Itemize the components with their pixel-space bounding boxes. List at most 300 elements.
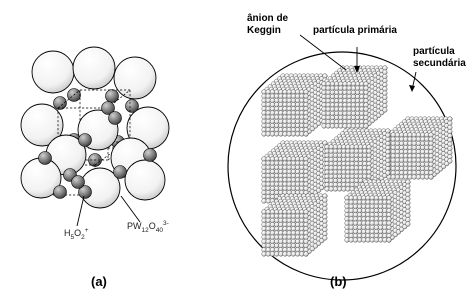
keggin-anion-bead [270, 115, 275, 120]
keggin-anion-bead [337, 187, 342, 192]
keggin-anion-bead [349, 217, 354, 222]
keggin-anion-bead [262, 247, 267, 252]
keggin-anion-bead [429, 145, 434, 150]
keggin-anion-bead [378, 204, 383, 209]
keggin-anion-bead [279, 106, 284, 111]
keggin-anion-bead [304, 178, 309, 183]
keggin-anion-bead [374, 200, 379, 205]
keggin-anion-bead [333, 174, 338, 179]
keggin-anion-bead [262, 210, 267, 215]
keggin-anion-bead [374, 238, 379, 243]
keggin-anion-bead [448, 150, 453, 155]
keggin-anion-bead [322, 115, 327, 120]
keggin-anion-bead [262, 173, 267, 178]
keggin-anion-bead [262, 231, 267, 236]
keggin-anion-bead [334, 111, 339, 116]
keggin-anion-bead [386, 162, 391, 167]
keggin-anion-bead [330, 98, 335, 103]
keggin-anion-bead [354, 174, 359, 179]
keggin-anion-bead [404, 162, 409, 167]
keggin-anion-bead [291, 186, 296, 191]
keggin-anion-bead [343, 103, 348, 108]
keggin-anion-bead [270, 247, 275, 252]
keggin-anion-bead [326, 124, 331, 129]
keggin-anion-bead [416, 137, 421, 142]
keggin-anion-bead [350, 161, 355, 166]
keggin-anion-bead [262, 94, 267, 99]
keggin-anion-bead [322, 103, 327, 108]
keggin-anion-bead [295, 119, 300, 124]
keggin-anion-bead [291, 111, 296, 116]
keggin-anion-bead [295, 165, 300, 170]
keggin-anion-bead [326, 119, 331, 124]
keggin-anion-bead [287, 94, 292, 99]
keggin-anion-bead [374, 233, 379, 238]
keggin-anion-bead [279, 119, 284, 124]
keggin-anion-bead [357, 225, 362, 230]
keggin-anion-bead [339, 103, 344, 108]
keggin-anion-bead [408, 162, 413, 167]
keggin-anion-bead [279, 239, 284, 244]
keggin-anion-bead [351, 107, 356, 112]
keggin-anion-bead [295, 235, 300, 240]
keggin-anion-bead [274, 132, 279, 137]
keggin-anion-bead [408, 175, 413, 180]
keggin-anion-bead [357, 229, 362, 234]
cation-leader-line [77, 196, 84, 226]
keggin-anion-bead [339, 90, 344, 95]
keggin-anion-bead [291, 210, 296, 215]
keggin-anion-bead [270, 98, 275, 103]
keggin-anion-bead [300, 235, 305, 240]
keggin-anion-bead [345, 229, 350, 234]
keggin-anion-bead [287, 119, 292, 124]
keggin-anion-bead [270, 127, 275, 132]
keggin-anion-bead [383, 217, 388, 222]
keggin-anion-bead [322, 90, 327, 95]
keggin-anion-bead [339, 98, 344, 103]
keggin-anion-bead [346, 182, 351, 187]
keggin-anion-sphere [125, 160, 165, 200]
keggin-anion-bead [283, 226, 288, 231]
keggin-anion-bead [300, 173, 305, 178]
keggin-anion-bead [300, 102, 305, 107]
keggin-anion-bead [420, 145, 425, 150]
keggin-anion-bead [274, 123, 279, 128]
keggin-anion-bead [343, 86, 348, 91]
keggin-anion-bead [391, 175, 396, 180]
keggin-anion-bead [333, 187, 338, 192]
keggin-anion-bead [412, 145, 417, 150]
keggin-anion-bead [274, 161, 279, 166]
keggin-anion-bead [370, 233, 375, 238]
keggin-anion-bead [283, 127, 288, 132]
keggin-anion-bead [386, 150, 391, 155]
keggin-anion-bead [383, 204, 388, 209]
keggin-anion-bead [266, 98, 271, 103]
keggin-anion-bead [333, 161, 338, 166]
keggin-anion-bead [408, 141, 413, 146]
keggin-anion-bead [333, 178, 338, 183]
keggin-anion-bead [366, 208, 371, 213]
keggin-anion-bead [274, 243, 279, 248]
keggin-anion-bead [355, 111, 360, 116]
keggin-anion-bead [360, 90, 365, 95]
keggin-anion-bead [274, 178, 279, 183]
primary-particle [322, 66, 388, 129]
keggin-anion-bead [322, 98, 327, 103]
keggin-anion-bead [358, 157, 363, 162]
keggin-anion-bead [274, 165, 279, 170]
keggin-anion-bead [406, 184, 411, 189]
keggin-anion-bead [343, 115, 348, 120]
keggin-anion-bead [266, 231, 271, 236]
keggin-anion-bead [355, 107, 360, 112]
keggin-anion-bead [354, 145, 359, 150]
keggin-anion-bead [283, 210, 288, 215]
keggin-anion-bead [355, 86, 360, 91]
keggin-anion-bead [291, 102, 296, 107]
keggin-anion-bead [270, 161, 275, 166]
keggin-anion-bead [274, 115, 279, 120]
keggin-anion-bead [274, 218, 279, 223]
keggin-anion-bead [383, 87, 388, 92]
cation-sphere [114, 166, 127, 179]
keggin-anion-bead [354, 161, 359, 166]
keggin-anion-bead [408, 149, 413, 154]
keggin-anion-bead [283, 111, 288, 116]
keggin-anion-bead [366, 204, 371, 209]
keggin-anion-bead [378, 225, 383, 230]
keggin-anion-bead [412, 137, 417, 142]
keggin-anion-bead [333, 166, 338, 171]
keggin-anion-bead [266, 190, 271, 195]
keggin-anion-bead [291, 127, 296, 132]
keggin-anion-bead [357, 217, 362, 222]
keggin-anion-bead [326, 86, 331, 91]
keggin-anion-bead [370, 208, 375, 213]
keggin-anion-bead [270, 186, 275, 191]
keggin-anion-bead [420, 170, 425, 175]
keggin-anion-bead [416, 141, 421, 146]
primary-particle [387, 117, 453, 180]
keggin-anion-bead [323, 211, 328, 216]
keggin-anion-bead [270, 190, 275, 195]
keggin-anion-bead [329, 170, 334, 175]
keggin-anion-bead [262, 132, 267, 137]
keggin-anion-bead [283, 239, 288, 244]
keggin-anion-bead [406, 209, 411, 214]
keggin-anion-bead [279, 218, 284, 223]
keggin-anion-bead [270, 102, 275, 107]
keggin-anion-bead [287, 186, 292, 191]
keggin-anion-bead [354, 166, 359, 171]
keggin-anion-bead [404, 141, 409, 146]
keggin-anion-bead [325, 170, 330, 175]
keggin-anion-bead [323, 202, 328, 207]
keggin-anion-bead [387, 196, 392, 201]
keggin-anion-bead [329, 166, 334, 171]
keggin-anion-bead [406, 180, 411, 185]
keggin-anion-bead [358, 153, 363, 158]
keggin-anion-bead [323, 219, 328, 224]
keggin-anion-bead [291, 119, 296, 124]
keggin-anion-bead [360, 124, 365, 129]
keggin-anion-bead [408, 137, 413, 142]
keggin-anion-bead [279, 132, 284, 137]
keggin-anion-bead [357, 208, 362, 213]
keggin-anion-bead [279, 161, 284, 166]
keggin-anion-bead [429, 166, 434, 171]
keggin-anion-bead [304, 173, 309, 178]
keggin-anion-bead [351, 98, 356, 103]
keggin-anion-bead [333, 182, 338, 187]
keggin-anion-bead [287, 111, 292, 116]
keggin-anion-bead [322, 111, 327, 116]
keggin-anion-bead [370, 196, 375, 201]
keggin-anion-bead [304, 247, 309, 252]
keggin-anion-bead [378, 196, 383, 201]
keggin-anion-bead [404, 145, 409, 150]
keggin-anion-bead [354, 178, 359, 183]
keggin-anion-bead [291, 173, 296, 178]
keggin-anion-bead [399, 154, 404, 159]
keggin-anion-bead [448, 155, 453, 160]
keggin-anion-bead [343, 107, 348, 112]
keggin-anion-bead [337, 153, 342, 158]
keggin-anion-bead [360, 94, 365, 99]
keggin-anion-bead [323, 236, 328, 241]
keggin-anion-bead [374, 212, 379, 217]
keggin-anion-bead [362, 212, 367, 217]
keggin-anion-bead [326, 98, 331, 103]
keggin-anion-bead [408, 166, 413, 171]
cation-sphere [109, 112, 122, 125]
keggin-anion-bead [266, 161, 271, 166]
keggin-anion-bead [378, 217, 383, 222]
keggin-anion-bead [287, 90, 292, 95]
keggin-anion-bead [262, 199, 267, 204]
keggin-anion-bead [279, 222, 284, 227]
keggin-anion-bead [262, 119, 267, 124]
keggin-anion-bead [349, 221, 354, 226]
keggin-anion-bead [274, 235, 279, 240]
keggin-anion-bead [351, 115, 356, 120]
keggin-anion-bead [429, 154, 434, 159]
keggin-anion-bead [383, 233, 388, 238]
keggin-anion-bead [416, 175, 421, 180]
keggin-anion-bead [304, 106, 309, 111]
keggin-anion-bead [262, 169, 267, 174]
keggin-anion-bead [270, 239, 275, 244]
keggin-anion-bead [346, 161, 351, 166]
keggin-anion-bead [367, 145, 372, 150]
keggin-anion-bead [339, 86, 344, 91]
keggin-anion-bead [347, 111, 352, 116]
keggin-anion-bead [391, 166, 396, 171]
keggin-anion-bead [366, 229, 371, 234]
keggin-anion-bead [378, 221, 383, 226]
keggin-anion-bead [266, 178, 271, 183]
cation-sphere [106, 90, 119, 103]
keggin-anion-bead [374, 229, 379, 234]
keggin-anion-bead [349, 200, 354, 205]
keggin-anion-bead [266, 123, 271, 128]
keggin-anion-bead [322, 94, 327, 99]
keggin-anion-bead [287, 165, 292, 170]
keggin-anion-bead [291, 90, 296, 95]
keggin-anion-bead [346, 145, 351, 150]
keggin-anion-bead [360, 86, 365, 91]
keggin-anion-bead [367, 161, 372, 166]
keggin-anion-bead [262, 90, 267, 95]
keggin-anion-bead [295, 218, 300, 223]
keggin-anion-bead [325, 174, 330, 179]
keggin-anion-bead [412, 158, 417, 163]
keggin-anion-bead [274, 182, 279, 187]
keggin-anion-bead [270, 194, 275, 199]
keggin-anion-bead [363, 149, 368, 154]
keggin-anion-bead [362, 196, 367, 201]
keggin-anion-bead [360, 107, 365, 112]
keggin-anion-bead [274, 210, 279, 215]
keggin-anion-bead [399, 170, 404, 175]
keggin-anion-bead [279, 182, 284, 187]
keggin-anion-bead [367, 174, 372, 179]
keggin-anion-bead [333, 170, 338, 175]
keggin-anion-bead [270, 222, 275, 227]
keggin-anion-bead [274, 226, 279, 231]
keggin-anion-bead [351, 86, 356, 91]
keggin-anion-bead [370, 217, 375, 222]
keggin-anion-bead [291, 239, 296, 244]
keggin-anion-bead [350, 153, 355, 158]
keggin-anion-bead [399, 158, 404, 163]
keggin-anion-bead [416, 133, 421, 138]
keggin-anion-bead [370, 238, 375, 243]
keggin-anion-bead [270, 157, 275, 162]
keggin-anion-bead [262, 239, 267, 244]
keggin-anion-bead [351, 119, 356, 124]
secondary-particle-label: partícula secundária [413, 46, 466, 69]
keggin-anion-bead [262, 214, 267, 219]
keggin-anion-bead [270, 210, 275, 215]
keggin-anion-bead [330, 86, 335, 91]
keggin-anion-bead [347, 94, 352, 99]
keggin-anion-bead [350, 182, 355, 187]
keggin-anion-bead [391, 170, 396, 175]
keggin-anion-bead [399, 145, 404, 150]
keggin-anion-bead [295, 94, 300, 99]
keggin-anion-bead [383, 74, 388, 79]
keggin-anion-bead [287, 123, 292, 128]
keggin-anion-bead [420, 154, 425, 159]
keggin-anion-bead [266, 111, 271, 116]
keggin-anion-bead [322, 86, 327, 91]
keggin-anion-bead [300, 226, 305, 231]
primary-particle-label: partícula primária [313, 25, 397, 36]
keggin-anion-bead [406, 213, 411, 218]
keggin-anion-bead [386, 154, 391, 159]
keggin-anion-bead [304, 94, 309, 99]
keggin-anion-bead [300, 222, 305, 227]
keggin-anion-bead [383, 200, 388, 205]
keggin-anion-bead [383, 99, 388, 104]
keggin-anion-bead [387, 212, 392, 217]
keggin-anion-bead [291, 231, 296, 236]
keggin-anion-bead [300, 94, 305, 99]
keggin-anion-bead [304, 90, 309, 95]
keggin-anion-bead [448, 146, 453, 151]
keggin-anion-bead [300, 157, 305, 162]
keggin-anion-bead [395, 137, 400, 142]
keggin-anion-bead [304, 115, 309, 120]
keggin-anion-bead [383, 66, 388, 71]
keggin-anion-bead [266, 90, 271, 95]
keggin-anion-bead [279, 169, 284, 174]
keggin-anion-bead [262, 111, 267, 116]
keggin-anion-bead [362, 221, 367, 226]
keggin-anion-bead [420, 141, 425, 146]
keggin-anion-bead [300, 218, 305, 223]
keggin-anion-bead [354, 149, 359, 154]
keggin-anion-bead [347, 82, 352, 87]
keggin-anion-bead [395, 175, 400, 180]
keggin-anion-bead [295, 123, 300, 128]
keggin-anion-bead [330, 111, 335, 116]
keggin-anion-bead [345, 212, 350, 217]
keggin-anion-bead [425, 154, 430, 159]
keggin-anion-bead [391, 149, 396, 154]
keggin-anion-bead [295, 252, 300, 257]
keggin-anion-bead [370, 225, 375, 230]
keggin-anion-bead [329, 161, 334, 166]
keggin-anion-bead [404, 158, 409, 163]
keggin-anion-bead [304, 169, 309, 174]
keggin-anion-bead [304, 157, 309, 162]
keggin-anion-bead [330, 124, 335, 129]
keggin-anion-bead [378, 229, 383, 234]
keggin-anion-bead [366, 212, 371, 217]
keggin-anion-bead [353, 221, 358, 226]
keggin-anion-bead [274, 90, 279, 95]
keggin-anion-bead [333, 157, 338, 162]
keggin-anion-bead [323, 215, 328, 220]
keggin-anion-bead [329, 187, 334, 192]
keggin-anion-bead [366, 233, 371, 238]
keggin-anion-bead [347, 119, 352, 124]
keggin-anion-bead [283, 157, 288, 162]
keggin-anion-bead [357, 204, 362, 209]
keggin-anion-bead [349, 196, 354, 201]
keggin-anion-bead [425, 137, 430, 142]
keggin-anion-bead [364, 115, 369, 120]
keggin-anion-bead [279, 173, 284, 178]
keggin-anion-bead [304, 161, 309, 166]
keggin-anion-bead [391, 133, 396, 138]
keggin-anion-bead [262, 98, 267, 103]
keggin-anion-bead [362, 233, 367, 238]
keggin-anion-bead [448, 134, 453, 139]
keggin-anion-bead [342, 145, 347, 150]
keggin-anion-bead [374, 196, 379, 201]
keggin-anion-bead [325, 178, 330, 183]
keggin-anion-bead [378, 238, 383, 243]
keggin-anion-bead [266, 243, 271, 248]
keggin-anion-bead [274, 169, 279, 174]
keggin-anion-bead [395, 162, 400, 167]
keggin-anion-bead [274, 239, 279, 244]
